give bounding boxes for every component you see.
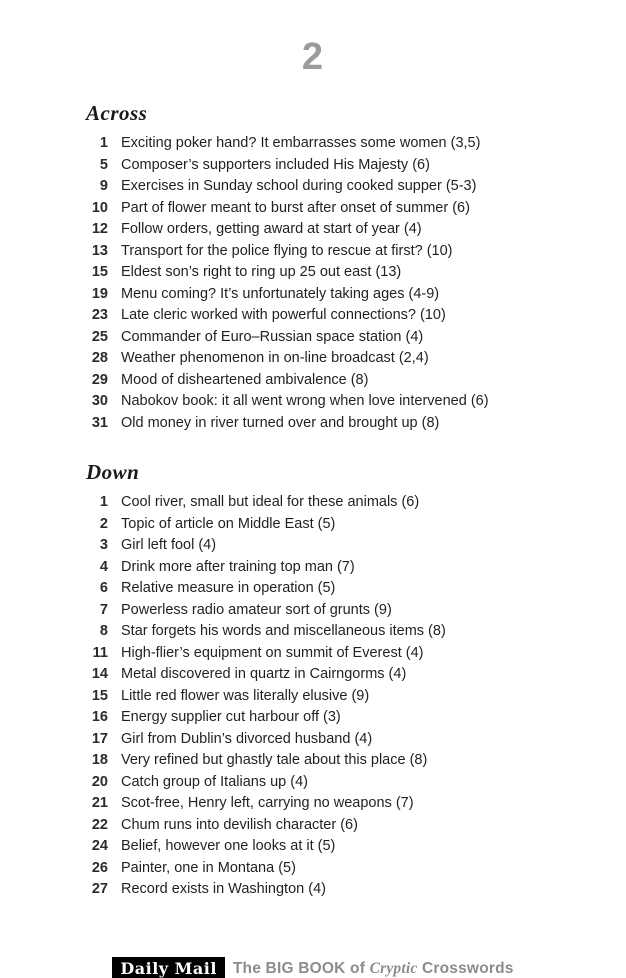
clue-number: 29 (91, 371, 108, 388)
page-number: 2 (301, 36, 325, 78)
clue-row (86, 879, 590, 901)
clue-text: Part of flower meant to burst after onset of summer (6) (121, 199, 470, 216)
clue-number: 11 (92, 644, 108, 661)
clue-row (86, 348, 590, 370)
clue-text: Nabokov book: it all went wrong when love intervened (6) (121, 393, 489, 409)
clue-text: Star forgets his words and miscellaneous items (8) (121, 623, 446, 639)
clue-row (86, 305, 590, 327)
clue-number: 19 (91, 285, 108, 302)
clue-row (86, 327, 590, 349)
clue-text: Composer’s supporters included His Majesty (6) (121, 156, 430, 173)
clue-number: 1 (99, 494, 108, 510)
clue-text: Relative measure in operation (5) (121, 580, 336, 596)
clue-number: 31 (91, 414, 108, 431)
clue-row (86, 578, 590, 600)
clue-row (86, 241, 590, 263)
series-suffix: Crosswords (422, 959, 514, 977)
clue-text: Weather phenomenon in on-line broadcast (2,4) (121, 350, 429, 366)
clue-number: 10 (91, 199, 108, 216)
clue-row (86, 707, 590, 729)
daily-mail-logo: Daily Mail (112, 957, 225, 978)
clue-row (86, 370, 590, 392)
clue-number: 5 (99, 156, 108, 173)
clue-text: Metal discovered in quartz in Cairngorms (4) (121, 666, 407, 682)
clue-text: Scot-free, Henry left, carrying no weapons (7) (121, 795, 414, 811)
clue-number: 12 (91, 221, 108, 237)
clue-row (86, 176, 590, 198)
clue-number: 2 (99, 515, 108, 532)
clue-number: 20 (91, 773, 108, 790)
clue-number: 7 (99, 601, 108, 618)
clue-row (86, 621, 590, 643)
clue-row (86, 413, 590, 435)
clue-text: Painter, one in Montana (5) (121, 859, 296, 876)
down-heading: Down (86, 460, 140, 484)
clue-row (86, 492, 590, 514)
clue-row (86, 514, 590, 536)
clue-number: 27 (91, 881, 108, 897)
clue-number: 28 (91, 350, 108, 366)
clue-text: Eldest son’s right to ring up 25 out east (13) (121, 264, 402, 280)
clue-text: Record exists in Washington (4) (121, 881, 326, 897)
clue-text: Transport for the police flying to rescue at first? (10) (121, 242, 453, 259)
clue-row (86, 686, 590, 708)
clue-number: 18 (91, 752, 108, 768)
clue-text: Girl from Dublin’s divorced husband (4) (121, 730, 373, 747)
clue-number: 15 (91, 264, 108, 280)
clue-number: 23 (91, 307, 108, 323)
clue-number: 1 (99, 135, 108, 151)
clue-number: 4 (99, 558, 108, 575)
clue-row (86, 155, 590, 177)
clue-text: Exercises in Sunday school during cooked supper (5-3) (121, 178, 477, 194)
clue-number: 16 (91, 709, 108, 725)
clue-row (86, 535, 590, 557)
clue-text: Little red flower was literally elusive (9) (121, 687, 370, 704)
clue-text: Commander of Euro–Russian space station (4) (121, 328, 424, 345)
across-clue-list (86, 133, 590, 434)
clue-row (86, 262, 590, 284)
clue-text: Late cleric worked with powerful connections? (10) (121, 307, 446, 323)
clue-row (86, 815, 590, 837)
clue-row (86, 284, 590, 306)
clue-number: 26 (91, 859, 108, 876)
clue-text: Powerless radio amateur sort of grunts (9) (121, 601, 392, 618)
clue-text: High-flier’s equipment on summit of Everest (4) (121, 644, 424, 661)
clue-row (86, 772, 590, 794)
book-footer (0, 957, 626, 978)
series-prefix: The BIG BOOK of (232, 959, 366, 977)
clue-number: 8 (99, 623, 108, 639)
clue-row (86, 133, 590, 155)
clue-text: Belief, however one looks at it (5) (121, 838, 336, 854)
clue-number: 9 (99, 178, 108, 194)
down-clue-list (86, 492, 590, 901)
clue-row (86, 557, 590, 579)
across-heading: Across (86, 101, 148, 125)
clue-row (86, 664, 590, 686)
series-italic-word: Cryptic (369, 959, 418, 977)
clue-text: Exciting poker hand? It embarrasses some women (3,5) (121, 135, 481, 151)
clue-row (86, 198, 590, 220)
clue-number: 30 (91, 393, 108, 409)
clue-row (86, 600, 590, 622)
clue-number: 17 (91, 730, 108, 747)
clue-number: 22 (91, 816, 108, 833)
clue-text: Menu coming? It’s unfortunately taking ages (4-9) (121, 285, 440, 302)
clue-text: Old money in river turned over and brought up (8) (121, 414, 440, 431)
clue-text: Energy supplier cut harbour off (3) (121, 709, 341, 725)
clue-row (86, 750, 590, 772)
clue-number: 25 (91, 328, 108, 345)
clue-text: Topic of article on Middle East (5) (121, 515, 336, 532)
clue-row (86, 219, 590, 241)
clue-row (86, 793, 590, 815)
clue-text: Follow orders, getting award at start of year (4) (121, 221, 422, 237)
clue-text: Mood of disheartened ambivalence (8) (121, 371, 369, 388)
clue-text: Chum runs into devilish character (6) (121, 816, 358, 833)
clue-number: 24 (91, 838, 108, 854)
clue-row (86, 858, 590, 880)
clue-text: Cool river, small but ideal for these animals (6) (121, 494, 420, 510)
clue-number: 3 (99, 537, 108, 553)
clue-number: 6 (99, 580, 108, 596)
clue-number: 15 (91, 687, 108, 704)
book-series-title (233, 960, 514, 978)
clue-text: Catch group of Italians up (4) (121, 773, 308, 790)
clue-row (86, 836, 590, 858)
clue-row (86, 729, 590, 751)
clue-row (86, 391, 590, 413)
clue-text: Very refined but ghastly tale about this place (8) (121, 752, 428, 768)
clue-number: 14 (91, 666, 108, 682)
clue-number: 13 (91, 242, 108, 259)
clue-text: Girl left fool (4) (121, 537, 217, 553)
page-content (86, 101, 590, 901)
clue-text: Drink more after training top man (7) (121, 558, 355, 575)
clue-row (86, 643, 590, 665)
clue-number: 21 (91, 795, 108, 811)
